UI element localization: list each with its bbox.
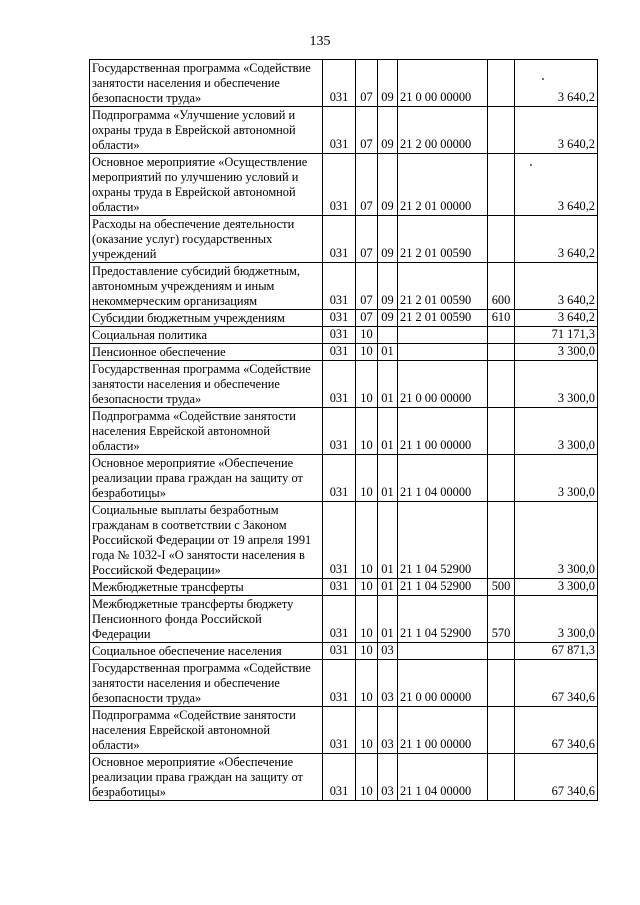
target-article-code: 21 1 00 00000: [398, 408, 488, 455]
table-row: [90, 344, 598, 361]
subsection-code: [378, 327, 398, 344]
target-article-code: 21 1 04 52900: [398, 502, 488, 579]
expense-type-code: [488, 107, 515, 154]
amount: 3 300,0: [515, 579, 598, 596]
subsection-code: 09: [378, 154, 398, 216]
target-article-code: [398, 643, 488, 660]
row-name: Подпрограмма «Содействие занятости населения Еврейской автономной области»: [90, 408, 323, 455]
admin-code: 031: [323, 154, 356, 216]
table-row: [90, 60, 598, 107]
admin-code: 031: [323, 60, 356, 107]
table-row: [90, 154, 598, 216]
admin-code: 031: [323, 344, 356, 361]
target-article-code: 21 0 00 00000: [398, 60, 488, 107]
section-code: 10: [356, 327, 378, 344]
table-row: [90, 502, 598, 579]
target-article-code: 21 2 01 00590: [398, 216, 488, 263]
expense-type-code: 600: [488, 263, 515, 310]
section-code: 07: [356, 216, 378, 263]
subsection-code: 01: [378, 455, 398, 502]
amount: 3 300,0: [515, 455, 598, 502]
admin-code: 031: [323, 263, 356, 310]
amount: 3 640,2: [515, 263, 598, 310]
table-row: [90, 579, 598, 596]
admin-code: 031: [323, 455, 356, 502]
admin-code: 031: [323, 579, 356, 596]
subsection-code: 01: [378, 344, 398, 361]
row-name: Межбюджетные трансферты бюджету Пенсионного фонда Российской Федерации: [90, 596, 323, 643]
target-article-code: 21 1 04 52900: [398, 596, 488, 643]
table-row: [90, 660, 598, 707]
subsection-code: 09: [378, 60, 398, 107]
row-name: Социальные выплаты безработным гражданам в соответствии с Законом Российской Федерации от 19 апреля 1991 года № 1032-I «О занятости населения в Российской Федерации»: [90, 502, 323, 579]
admin-code: 031: [323, 754, 356, 801]
amount: 67 340,6: [515, 707, 598, 754]
amount: 3 640,2: [515, 60, 598, 107]
section-code: 10: [356, 754, 378, 801]
row-name: Социальная политика: [90, 327, 323, 344]
row-name: Пенсионное обеспечение: [90, 344, 323, 361]
target-article-code: 21 1 00 00000: [398, 707, 488, 754]
expense-type-code: [488, 455, 515, 502]
row-name: Субсидии бюджетным учреждениям: [90, 310, 323, 327]
row-name: Основное мероприятие «Обеспечение реализации права граждан на защиту от безработицы»: [90, 455, 323, 502]
section-code: 10: [356, 502, 378, 579]
admin-code: 031: [323, 361, 356, 408]
admin-code: 031: [323, 327, 356, 344]
admin-code: 031: [323, 310, 356, 327]
subsection-code: 01: [378, 408, 398, 455]
row-name: Государственная программа «Содействие занятости населения и обеспечение безопасности труда»: [90, 60, 323, 107]
table-row: [90, 216, 598, 263]
admin-code: 031: [323, 502, 356, 579]
subsection-code: 09: [378, 107, 398, 154]
scan-speck: [542, 78, 544, 80]
expense-type-code: [488, 643, 515, 660]
admin-code: 031: [323, 596, 356, 643]
subsection-code: 03: [378, 643, 398, 660]
amount: 3 640,2: [515, 107, 598, 154]
target-article-code: [398, 344, 488, 361]
target-article-code: 21 2 00 00000: [398, 107, 488, 154]
admin-code: 031: [323, 107, 356, 154]
section-code: 10: [356, 455, 378, 502]
target-article-code: 21 1 04 52900: [398, 579, 488, 596]
row-name: Расходы на обеспечение деятельности (оказание услуг) государственных учреждений: [90, 216, 323, 263]
table-row: [90, 263, 598, 310]
expense-type-code: [488, 327, 515, 344]
section-code: 07: [356, 154, 378, 216]
section-code: 10: [356, 707, 378, 754]
section-code: 07: [356, 60, 378, 107]
target-article-code: 21 2 01 00000: [398, 154, 488, 216]
expense-type-code: 610: [488, 310, 515, 327]
row-name: Предоставление субсидий бюджетным, автономным учреждениям и иным некоммерческим организациям: [90, 263, 323, 310]
section-code: 10: [356, 643, 378, 660]
table-row: [90, 107, 598, 154]
amount: 3 640,2: [515, 216, 598, 263]
amount: 67 871,3: [515, 643, 598, 660]
section-code: 07: [356, 263, 378, 310]
expense-type-code: [488, 707, 515, 754]
expense-type-code: [488, 361, 515, 408]
table-row: [90, 643, 598, 660]
expense-type-code: [488, 408, 515, 455]
budget-table: [89, 59, 598, 801]
budget-table-body: [90, 60, 598, 801]
admin-code: 031: [323, 408, 356, 455]
row-name: Социальное обеспечение населения: [90, 643, 323, 660]
expense-type-code: [488, 344, 515, 361]
amount: 71 171,3: [515, 327, 598, 344]
subsection-code: 09: [378, 216, 398, 263]
row-name: Основное мероприятие «Осуществление мероприятий по улучшению условий и охраны труда в Еврейской автономной области»: [90, 154, 323, 216]
expense-type-code: 500: [488, 579, 515, 596]
expense-type-code: [488, 660, 515, 707]
table-row: [90, 754, 598, 801]
admin-code: 031: [323, 643, 356, 660]
subsection-code: 01: [378, 596, 398, 643]
target-article-code: 21 0 00 00000: [398, 660, 488, 707]
table-row: [90, 455, 598, 502]
section-code: 10: [356, 660, 378, 707]
table-row: [90, 310, 598, 327]
row-name: Подпрограмма «Улучшение условий и охраны труда в Еврейской автономной области»: [90, 107, 323, 154]
admin-code: 031: [323, 707, 356, 754]
section-code: 07: [356, 310, 378, 327]
table-row: [90, 707, 598, 754]
row-name: Межбюджетные трансферты: [90, 579, 323, 596]
admin-code: 031: [323, 660, 356, 707]
amount: 67 340,6: [515, 660, 598, 707]
subsection-code: 03: [378, 660, 398, 707]
target-article-code: [398, 327, 488, 344]
admin-code: 031: [323, 216, 356, 263]
amount: 3 640,2: [515, 310, 598, 327]
expense-type-code: [488, 154, 515, 216]
subsection-code: 01: [378, 579, 398, 596]
expense-type-code: [488, 60, 515, 107]
row-name: Основное мероприятие «Обеспечение реализации права граждан на защиту от безработицы»: [90, 754, 323, 801]
expense-type-code: [488, 216, 515, 263]
amount: 3 300,0: [515, 361, 598, 408]
amount: 3 300,0: [515, 408, 598, 455]
table-row: [90, 361, 598, 408]
row-name: Государственная программа «Содействие занятости населения и обеспечение безопасности труда»: [90, 361, 323, 408]
target-article-code: 21 0 00 00000: [398, 361, 488, 408]
expense-type-code: [488, 502, 515, 579]
amount: 3 300,0: [515, 596, 598, 643]
amount: 67 340,6: [515, 754, 598, 801]
amount: 3 300,0: [515, 344, 598, 361]
target-article-code: 21 2 01 00590: [398, 310, 488, 327]
row-name: Государственная программа «Содействие занятости населения и обеспечение безопасности труда»: [90, 660, 323, 707]
target-article-code: 21 2 01 00590: [398, 263, 488, 310]
table-row: [90, 596, 598, 643]
section-code: 10: [356, 344, 378, 361]
expense-type-code: 570: [488, 596, 515, 643]
subsection-code: 01: [378, 502, 398, 579]
section-code: 10: [356, 408, 378, 455]
table-row: [90, 327, 598, 344]
row-name: Подпрограмма «Содействие занятости населения Еврейской автономной области»: [90, 707, 323, 754]
subsection-code: 03: [378, 754, 398, 801]
subsection-code: 09: [378, 263, 398, 310]
section-code: 07: [356, 107, 378, 154]
subsection-code: 01: [378, 361, 398, 408]
subsection-code: 09: [378, 310, 398, 327]
scan-speck: [530, 164, 532, 166]
table-row: [90, 408, 598, 455]
section-code: 10: [356, 579, 378, 596]
amount: 3 300,0: [515, 502, 598, 579]
target-article-code: 21 1 04 00000: [398, 754, 488, 801]
expense-type-code: [488, 754, 515, 801]
amount: 3 640,2: [515, 154, 598, 216]
section-code: 10: [356, 361, 378, 408]
target-article-code: 21 1 04 00000: [398, 455, 488, 502]
section-code: 10: [356, 596, 378, 643]
subsection-code: 03: [378, 707, 398, 754]
page-number: 135: [309, 34, 331, 49]
